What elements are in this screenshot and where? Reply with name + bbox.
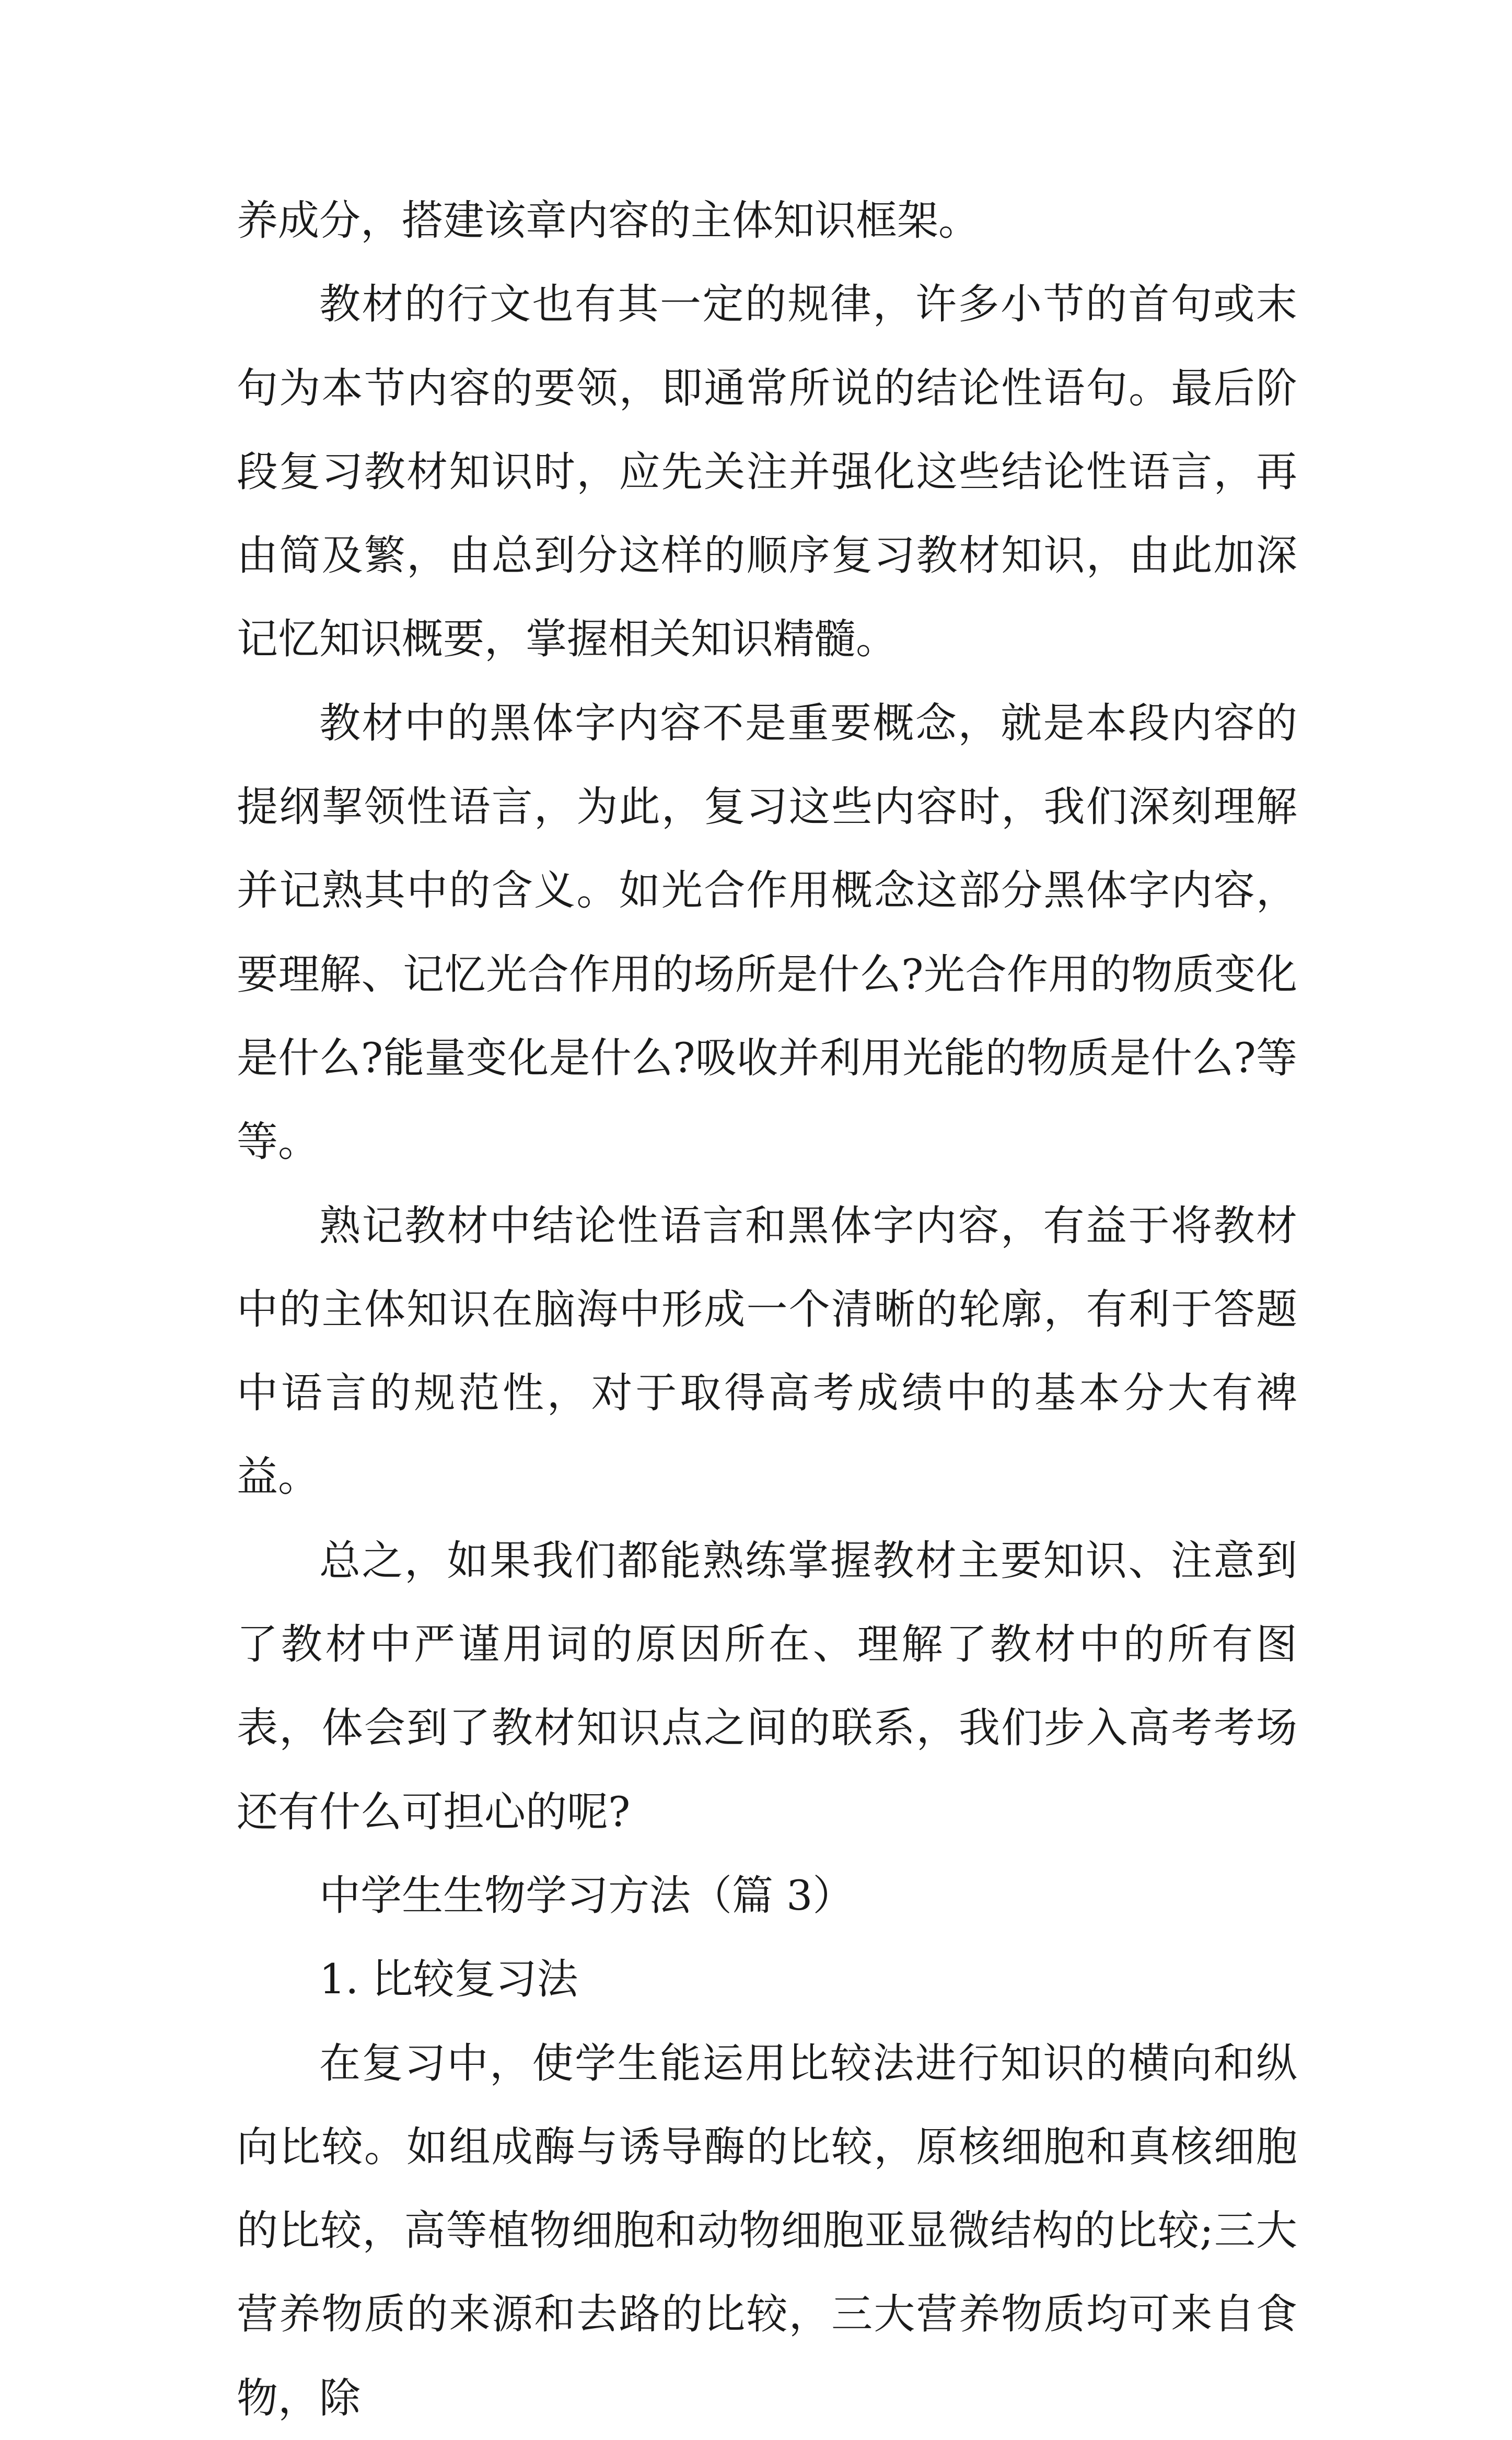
paragraph-summary: 总之，如果我们都能熟练掌握教材主要知识、注意到了教材中严谨用词的原因所在、理解了教材中的所有图表，体会到了教材知识点之间的联系，我们步入高考考场还有什么可担心的呢? — [237, 1536, 1297, 1836]
paragraph-comparison: 在复习中，使学生能运用比较法进行知识的横向和纵向比较。如组成酶与诱导酶的比较，原核细胞和真核细胞的比较，高等植物细胞和动物细胞亚显微结构的比较;三大营养物质的来源和去路的比较，三大营养物质均可来自食物，除 — [237, 2039, 1297, 2422]
paragraph-continuation: 养成分，搭建该章内容的主体知识框架。 — [237, 196, 980, 245]
section-heading: 中学生生物学习方法（篇 3） — [319, 1871, 854, 1920]
paragraph-bold-text: 教材中的黑体字内容不是重要概念，就是本段内容的提纲挈领性语言，为此，复习这些内容时，我们深刻理解并记熟其中的含义。如光合作用概念这部分黑体字内容，要理解、记忆光合作用的场所是什么?光合作用的物质变化是什么?能量变化是什么?吸收并利用光能的物质是什么?等等。 — [237, 699, 1297, 1166]
subsection-heading: 1. 比较复习法 — [319, 1955, 578, 2004]
body-text — [237, 179, 1297, 2440]
paragraph-memorize: 熟记教材中结论性语言和黑体字内容，有益于将教材中的主体知识在脑海中形成一个清晰的轮廓，有利于答题中语言的规范性，对于取得高考成绩中的基本分大有裨益。 — [237, 1201, 1297, 1501]
paragraph-conclusion-sentences: 教材的行文也有其一定的规律，许多小节的首句或末句为本节内容的要领，即通常所说的结论性语句。最后阶段复习教材知识时，应先关注并强化这些结论性语言，再由简及繁，由总到分这样的顺序复习教材知识，由此加深记忆知识概要，掌握相关知识精髓。 — [237, 280, 1297, 664]
